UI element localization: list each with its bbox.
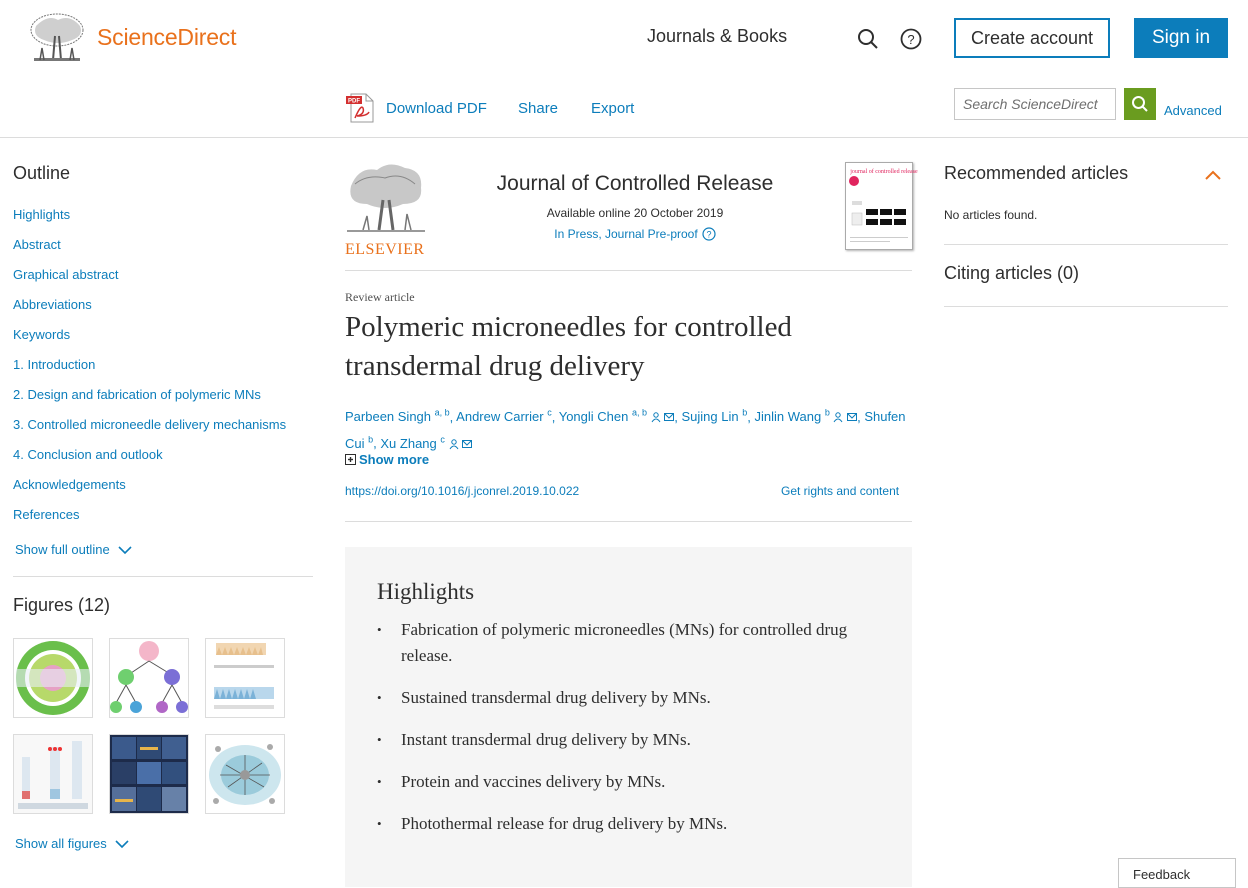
highlight-item: • Instant transdermal drug delivery by MNs. — [377, 727, 877, 753]
show-all-figures-label: Show all figures — [15, 836, 107, 851]
pdf-icon[interactable] — [345, 92, 377, 124]
article-title: Polymeric microneedles for controlled transdermal drug delivery — [345, 311, 792, 382]
feedback-label: Feedback — [1133, 867, 1191, 882]
journal-cover-image[interactable] — [845, 162, 918, 250]
figure-thumbnails — [13, 638, 293, 814]
outline-item-abstract[interactable]: Abstract — [13, 237, 61, 252]
email-icon — [847, 412, 857, 422]
search-icon — [1131, 95, 1149, 113]
svg-text:PDF: PDF — [348, 98, 360, 105]
chevron-down-icon — [118, 545, 132, 555]
journal-cover-icon — [846, 163, 918, 249]
availability-date: Available online 20 October 2019 — [546, 206, 724, 220]
search-icon[interactable] — [856, 27, 880, 51]
recommended-articles-heading[interactable]: Recommended articles — [944, 163, 1129, 183]
outline-item-acknowledgements[interactable]: Acknowledgements — [13, 477, 126, 492]
highlight-item: • Sustained transdermal drug delivery by MNs. — [377, 685, 877, 711]
figure-thumbnail[interactable] — [109, 638, 189, 718]
author-link[interactable]: Xu Zhang $^c$ — [380, 436, 472, 451]
plus-box-icon — [345, 454, 356, 465]
no-articles-message: No articles found. — [944, 208, 1038, 222]
elsevier-logo[interactable] — [345, 160, 427, 258]
show-more-button[interactable] — [345, 452, 429, 467]
brand-name[interactable]: ScienceDirect — [97, 24, 237, 50]
feedback-button[interactable] — [1118, 858, 1236, 888]
author-link[interactable]: Sujing Lin $^b$ — [681, 408, 748, 425]
svg-text:?: ? — [706, 229, 712, 240]
citing-articles-heading[interactable]: Citing articles (0) — [944, 263, 1080, 283]
help-icon — [702, 227, 716, 241]
figure-thumbnail[interactable] — [205, 638, 285, 718]
figure-thumbnail[interactable] — [205, 734, 285, 814]
outline-heading: Outline — [13, 163, 71, 183]
outline-item-conclusion[interactable]: 4. Conclusion and outlook — [13, 447, 163, 462]
chevron-down-icon — [115, 839, 129, 849]
share-link[interactable]: Share — [518, 100, 559, 117]
highlights-heading: Highlights — [377, 579, 475, 604]
export-link[interactable]: Export — [591, 100, 635, 117]
highlight-item: • Fabrication of polymeric microneedles (MNs) for controlled drug release. — [377, 617, 877, 669]
divider — [345, 270, 912, 271]
divider — [13, 576, 313, 577]
show-full-outline-button[interactable] — [15, 542, 132, 557]
outline-item-highlights[interactable]: Highlights — [13, 207, 71, 222]
highlights-list — [377, 617, 877, 853]
rights-content-link[interactable]: Get rights and content — [781, 484, 900, 498]
help-icon[interactable] — [899, 27, 923, 51]
search-input[interactable] — [954, 88, 1116, 120]
in-press-label: In Press, Journal Pre-proof — [554, 227, 698, 241]
author-link[interactable]: Andrew Carrier $^c$ — [456, 408, 552, 425]
figure-release-diagram-icon — [14, 735, 92, 813]
chevron-up-icon[interactable] — [1204, 168, 1222, 182]
sign-in-button[interactable]: Sign in — [1134, 18, 1228, 58]
download-pdf-link[interactable]: Download PDF — [386, 100, 487, 117]
divider — [944, 244, 1228, 245]
email-icon — [664, 412, 674, 422]
elsevier-tree-icon — [345, 160, 427, 234]
outline-item-abbreviations[interactable]: Abbreviations — [13, 297, 92, 312]
in-press-status[interactable] — [440, 227, 830, 241]
outline-item-references[interactable]: References — [13, 507, 80, 522]
cover-title: journal of controlled release — [850, 169, 918, 175]
outline-list — [13, 205, 286, 535]
author-link[interactable]: Shufen Cui $^b$ — [345, 409, 906, 451]
search-submit-button[interactable] — [1124, 88, 1156, 120]
figure-thumbnail[interactable] — [13, 638, 93, 718]
article-type: Review article — [345, 290, 415, 304]
author-link[interactable]: Yongli Chen $^{a, b}$ — [559, 409, 675, 424]
person-icon — [449, 439, 459, 449]
figure-thumbnail[interactable] — [109, 734, 189, 814]
author-link[interactable]: Parbeen Singh $^{a, b}$ — [345, 408, 450, 425]
divider — [944, 306, 1228, 307]
person-icon — [833, 412, 843, 422]
figure-network-diagram-icon — [206, 735, 284, 813]
outline-item-keywords[interactable]: Keywords — [13, 327, 71, 342]
nav-journals-books[interactable]: Journals & Books — [647, 26, 788, 46]
figure-tree-diagram-icon — [110, 639, 188, 717]
publisher-wordmark: ELSEVIER — [345, 241, 425, 258]
outline-item-mechanisms[interactable]: 3. Controlled microneedle delivery mechanisms — [13, 417, 287, 432]
journal-title[interactable]: Journal of Controlled Release — [496, 172, 774, 195]
figure-photo-grid-icon — [110, 735, 188, 813]
advanced-search-link[interactable]: Advanced — [1164, 103, 1222, 118]
outline-item-graphical-abstract[interactable]: Graphical abstract — [13, 267, 119, 282]
article-toolbar — [0, 82, 1248, 138]
doi-link[interactable]: https://doi.org/10.1016/j.jconrel.2019.10.022 — [345, 484, 580, 498]
figures-heading: Figures (12) — [13, 595, 111, 615]
show-full-outline-label: Show full outline — [15, 542, 110, 557]
highlight-item: • Photothermal release for drug delivery by MNs. — [377, 811, 877, 837]
outline-item-introduction[interactable]: 1. Introduction — [13, 357, 96, 372]
show-all-figures-button[interactable] — [15, 836, 129, 851]
figure-thumbnail[interactable] — [13, 734, 93, 814]
figure-mold-diagram-icon — [206, 639, 284, 717]
person-icon — [651, 412, 661, 422]
elsevier-tree-logo[interactable] — [28, 12, 86, 64]
email-icon — [462, 439, 472, 449]
create-account-button[interactable]: Create account — [954, 18, 1110, 58]
highlights-section — [345, 547, 912, 887]
author-list: Parbeen Singh $^{a, b}$, Andrew Carrier $^c$, Yongli Chen $^{a, b}$ , Sujing Lin $^b$, Jinlin Wang $^b$ , Shufen Cui $^b$, Xu Zhang $^c$ — [345, 408, 906, 451]
highlight-item: • Protein and vaccines delivery by MNs. — [377, 769, 877, 795]
show-more-label: Show more — [359, 452, 430, 467]
svg-text:?: ? — [907, 32, 915, 47]
figure-circle-diagram-icon — [14, 639, 92, 717]
site-header — [0, 0, 1248, 82]
outline-item-design[interactable]: 2. Design and fabrication of polymeric MNs — [13, 387, 261, 402]
author-link[interactable]: Jinlin Wang $^b$ — [754, 409, 857, 424]
divider — [345, 521, 912, 522]
